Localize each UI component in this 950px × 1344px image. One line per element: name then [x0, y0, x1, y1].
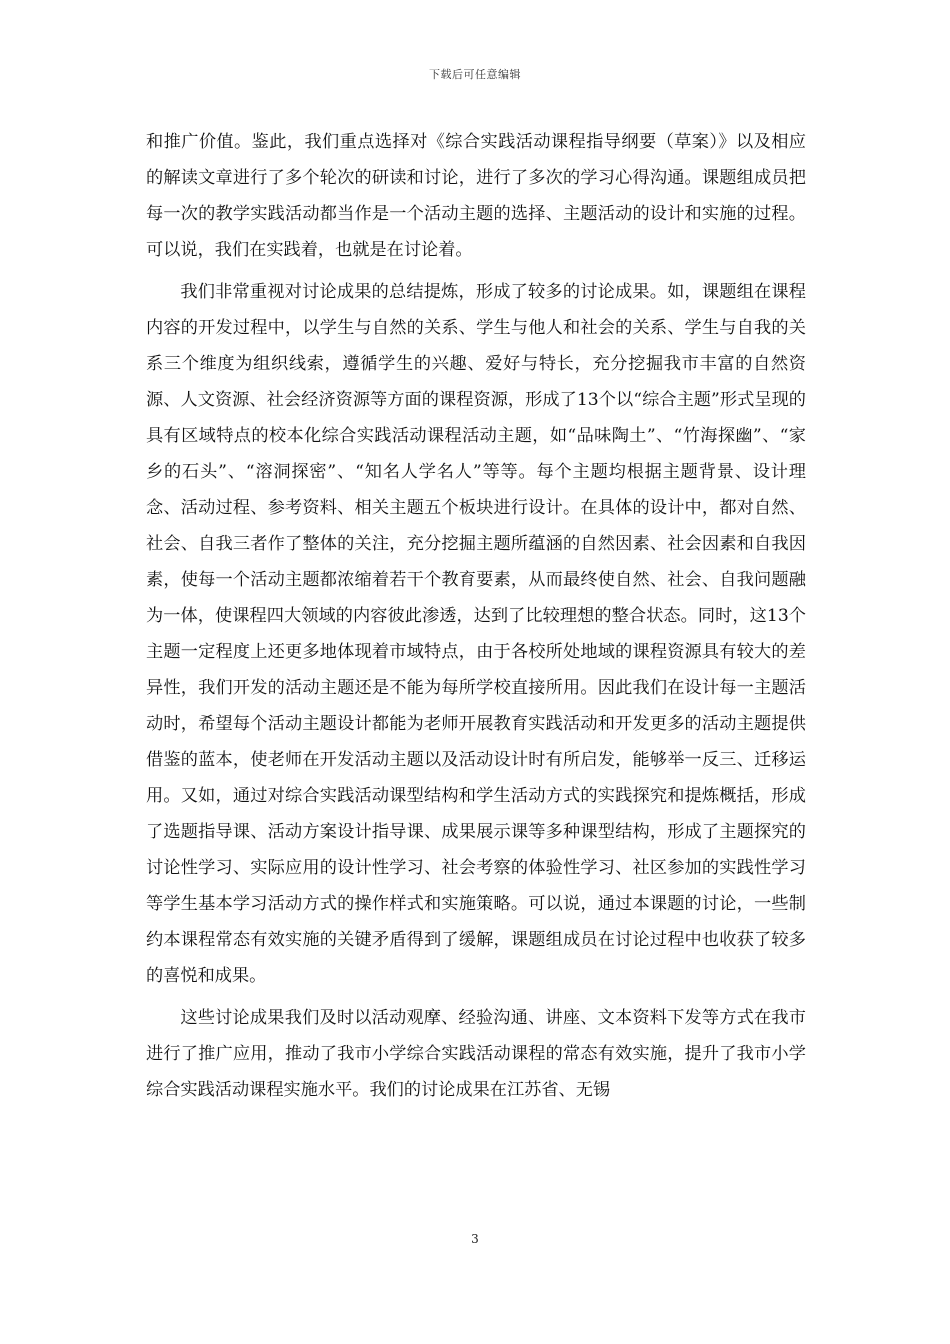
document-body	[146, 124, 806, 1114]
page-header: 下载后可任意编辑	[429, 68, 521, 81]
paragraph-continuation: 和推广价值。鉴此，我们重点选择对《综合实践活动课程指导纲要（草案）》以及相应的解读文章进行了多个轮次的研读和讨论，进行了多次的学习心得沟通。课题组成员把每一次的教学实践活动都当作是一个活动主题的选择、主题活动的设计和实施的过程。可以说，我们在实践着，也就是在讨论着。	[146, 132, 806, 260]
paragraph-research-results: 我们非常重视对讨论成果的总结提炼，形成了较多的讨论成果。如，课题组在课程内容的开发过程中，以学生与自然的关系、学生与他人和社会的关系、学生与自我的关系三个维度为组织线索，遵循学生的兴趣、爱好与特长，充分挖掘我市丰富的自然资源、人文资源、社会经济资源等方面的课程资源，形成了13个以“综合主题”形式呈现的具有区域特点的校本化综合实践活动课程活动主题，如“品味陶土”、“竹海探幽”、“家乡的石头”、“溶洞探密”、“知名人学名人”等等。每个主题均根据主题背景、设计理念、活动过程、参考资料、相关主题五个板块进行设计。在具体的设计中，都对自然、社会、自我三者作了整体的关注，充分挖掘主题所蕴涵的自然因素、社会因素和自我因素，使每一个活动主题都浓缩着若干个教育要素，从而最终使自然、社会、自我问题融为一体，使课程四大领域的内容彼此渗透，达到了比较理想的整合状态。同时，这13个主题一定程度上还更多地体现着市域特点，由于各校所处地域的课程资源具有较大的差异性，我们开发的活动主题还是不能为每所学校直接所用。因此我们在设计每一主题活动时，希望每个活动主题设计都能为老师开展教育实践活动和开发更多的活动主题提供借鉴的蓝本，使老师在开发活动主题以及活动设计时有所启发，能够举一反三、迁移运用。又如，通过对综合实践活动课型结构和学生活动方式的实践探究和提炼概括，形成了选题指导课、活动方案设计指导课、成果展示课等多种课型结构，形成了主题探究的讨论性学习、实际应用的设计性学习、社会考察的体验性学习、社区参加的实践性学习等学生基本学习活动方式的操作样式和实施策略。可以说，通过本课题的讨论，一些制约本课程常态有效实施的关键矛盾得到了缓解，课题组成员在讨论过程中也收获了较多的喜悦和成果。	[146, 282, 806, 986]
page-number: 3	[471, 1232, 479, 1246]
paragraph-promotion: 这些讨论成果我们及时以活动观摩、经验沟通、讲座、文本资料下发等方式在我市进行了推广应用，推动了我市小学综合实践活动课程的常态有效实施，提升了我市小学综合实践活动课程实施水平。我们的讨论成果在江苏省、无锡	[146, 1008, 806, 1100]
